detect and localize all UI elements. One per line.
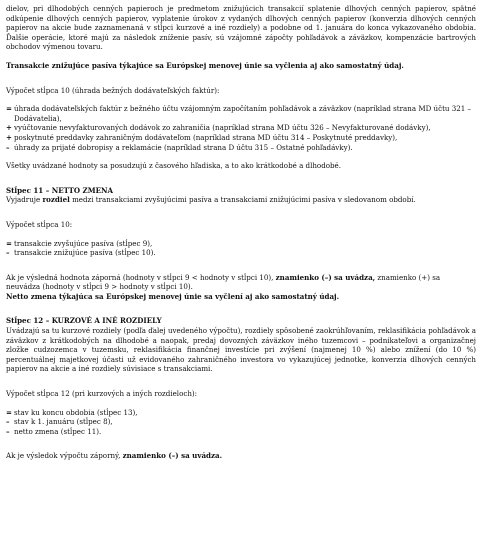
negative-result-note (6, 451, 476, 461)
list-marker: – (6, 248, 10, 258)
calc-col10-short-heading: Výpočet stĺpca 10: (6, 219, 73, 229)
list-item (6, 143, 476, 153)
list-marker: + (6, 123, 12, 133)
list-item (6, 239, 476, 249)
text-run: znamienko (+) sa neuvádza (hodnoty v stĺpci 9 > hodnoty v stĺpci 10). (6, 272, 441, 292)
list-item-text: stav k 1. januáru (stĺpec 8), (14, 417, 113, 427)
list-item-text: transakcie znižujúce pasíva (stĺpec 10). (14, 248, 156, 258)
calc-netto-list (6, 239, 476, 258)
list-marker: = (6, 407, 12, 417)
list-item (6, 408, 476, 418)
emu-reducing-note: Transakcie znižujúce pasíva týkajúce sa Európskej menovej únie sa vyčlenia aj ako samostatný údaj. (6, 60, 404, 70)
list-item (6, 248, 476, 258)
paragraph-reducing-transactions: dielov, pri dlhodobých cenných papieroch je predmetom znižujúcich transakcií splatenie dlhových cenných papierov, spätné odkúpenie dlhových cenných papierov, vyplatenie úrokov z vydaných dlhových cenných papierov (konverzia dlhových cenných papierov na akcie bude zaznamenaná v stĺpci kurzové a iné rozdiely) a podobne od 1. januára do konca vykazovaného obdobia. Ďalšie operácie, ktoré majú za následok zníženie pasív, sú vzájomné zápočty pohľadávok a záväzkov, kompenzácie bartrových obchodov výmenou tovaru. (6, 4, 476, 52)
list-marker: = (6, 104, 12, 114)
list-item (6, 104, 476, 123)
list-marker: = (6, 238, 12, 248)
text-run: Ak je výsledok výpočtu záporný, (6, 451, 123, 461)
calc-col12-heading: Výpočet stĺpca 12 (pri kurzových a iných rozdieloch): (6, 389, 198, 399)
list-item (6, 427, 476, 437)
list-item-text: netto zmena (stĺpec 11). (14, 426, 102, 436)
list-item-text: úhrady za prijaté dobropisy a reklamácie (napríklad strana D účtu 315 – Ostatné pohľadávky). (14, 142, 353, 152)
bold-term: rozdiel (42, 195, 70, 205)
list-item (6, 123, 476, 133)
section-heading-col12: Stĺpec 12 – KURZOVÉ A INÉ ROZDIELY (6, 316, 162, 326)
bold-term: znamienko (–) sa uvádza, (275, 272, 376, 282)
text-run: Ak je výsledná hodnota záporná (hodnoty v stĺpci 9 < hodnoty v stĺpci 10), (6, 272, 276, 282)
calc-col12-list (6, 408, 476, 437)
list-item-text: vyúčtovanie nevyfakturovaných dodávok zo zahraničia (napríklad strana MD účtu 326 – Nevyfakturované dodávky), (14, 123, 431, 133)
text-run: Vyjadruje (6, 195, 43, 205)
list-marker: + (6, 132, 12, 142)
list-item-text: stav ku koncu obdobia (stĺpec 13), (14, 407, 138, 417)
list-item-text: úhrada dodávateľských faktúr z bežného účtu vzájomným započítaním pohľadávok a záväzkov (napríklad strana MD účtu 321 – Dodávatelia), (14, 104, 472, 123)
list-marker: – (6, 426, 10, 436)
list-item-text: transakcie zvyšujúce pasíva (stĺpec 9), (14, 238, 153, 248)
list-item (6, 133, 476, 143)
list-marker: – (6, 142, 10, 152)
list-item (6, 417, 476, 427)
list-marker: – (6, 417, 10, 427)
time-perspective-note: Všetky uvádzané hodnoty sa posudzujú z časového hľadiska, a to ako krátkodobé a dlhodobé. (6, 161, 342, 171)
list-item-text: poskytnuté preddavky zahraničným dodávateľom (napríklad strana MD účtu 314 – Poskytnuté preddavky), (14, 132, 398, 142)
col11-definition (6, 195, 476, 205)
col12-definition: Uvádzajú sa tu kurzové rozdiely (podľa ďalej uvedeného výpočtu), rozdiely spôsobené zaokrúhľovaním, reklasifikácia pohľadávok a záväzkov z krátkodobých na dlhodobé a naopak, predaj dovozných záväzkov iného tuzemcovi – podnikateľovi a organizačnej zložke cudzozemca v tuzemsku, reklasifikácia finančnej investície pri zvýšení (najmenej 10 %) alebo znížení (do 10 %) percentuálnej majetkovej účasti už evidovaného zahraničného investora vo vykazujúcej jednotke, konverzia dlhových cenných papierov na akcie a iné rozdiely súvisiace s transakciami. (6, 326, 476, 374)
section-heading-col11: Stĺpec 11 – NETTO ZMENA (6, 185, 113, 195)
calc-col10-heading: Výpočet stĺpca 10 (úhrada bežných dodávateľských faktúr): (6, 85, 220, 95)
text-run: medzi transakciami zvyšujúcimi pasíva a transakciami znižujúcimi pasíva v sledovanom období. (69, 195, 416, 205)
emu-netto-note: Netto zmena týkajúca sa Európskej menovej únie sa vyčlení aj ako samostatný údaj. (6, 291, 340, 301)
sign-rule-paragraph (6, 273, 476, 292)
bold-term: znamienko (–) sa uvádza. (122, 451, 223, 461)
calc-col10-list (6, 104, 476, 152)
